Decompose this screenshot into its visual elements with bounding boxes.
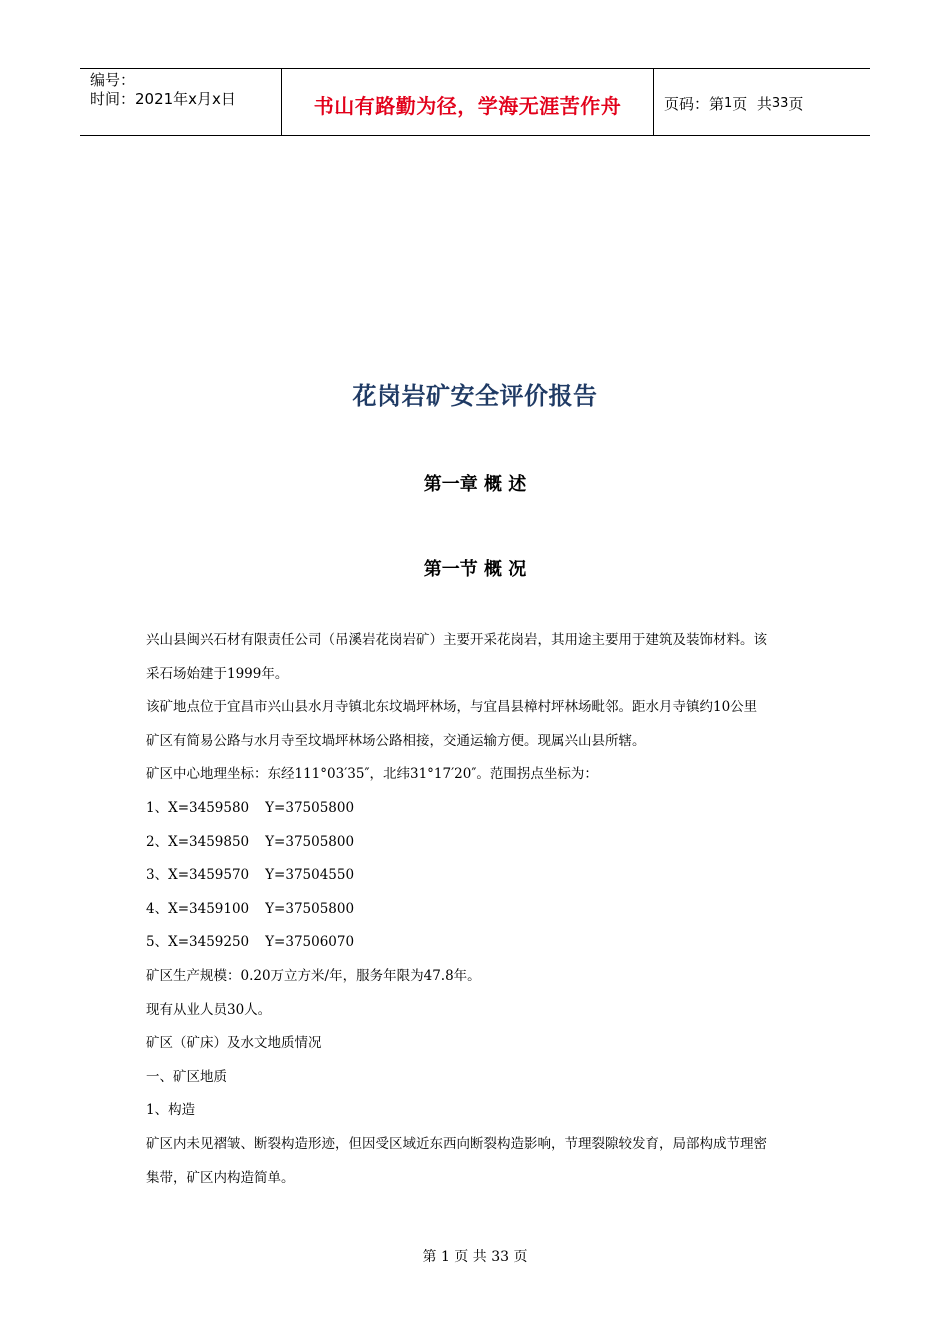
body-paragraph-line: 1、构造 — [146, 1102, 196, 1119]
coordinate-row — [146, 897, 816, 931]
coordinate-y: Y=37505800 — [265, 799, 355, 816]
body-paragraph-line: 矿区有简易公路与水月寺至坟堝坪林场公路相接，交通运输方便。现属兴山县所辖。 — [146, 732, 646, 749]
body-paragraph-line: 一、矿区地质 — [146, 1068, 227, 1085]
coordinate-y: Y=37504550 — [265, 867, 355, 884]
coordinate-x: 5、X=3459250 — [146, 934, 250, 951]
coordinate-row — [146, 930, 816, 964]
coordinate-x: 4、X=3459100 — [146, 900, 250, 917]
page-total: 33 — [771, 95, 789, 111]
body-paragraph-line: 兴山县闽兴石材有限责任公司（吊溪岩花岗岩矿）主要开采花岗岩，其用途主要用于建筑及装饰材料。该 — [146, 632, 767, 648]
body-paragraph-line: 该矿地点位于宜昌市兴山县水月寺镇北东坟堝坪林场，与宜昌县樟村坪林场毗邻。距水月寺镇约10公里 — [146, 699, 758, 716]
chapter-heading: 第一章 概 述 — [423, 474, 527, 495]
body-paragraph-line: 矿区生产规模：0.20万立方米/年，服务年限为47.8年。 — [146, 967, 481, 984]
body-paragraph-line: 矿区中心地理坐标：东经111°03′35″，北纬31°17′20″。范围拐点坐标为： — [146, 766, 598, 783]
header-info-cell — [80, 69, 281, 135]
body-paragraph-line: 矿区（矿床）及水文地质情况 — [146, 1035, 322, 1052]
coordinate-y: Y=37506070 — [265, 934, 355, 951]
page-mid: 页 共 — [732, 94, 772, 113]
document-title: 花岗岩矿安全评价报告 — [352, 382, 598, 410]
body-text — [146, 628, 816, 1199]
header-motto-cell — [281, 69, 654, 135]
body-paragraph-line: 现有从业人员30人。 — [146, 1001, 272, 1018]
body-paragraph-line: 集带，矿区内构造简单。 — [146, 1169, 295, 1186]
header-page-cell — [654, 69, 870, 135]
coordinate-y: Y=37505800 — [265, 833, 355, 850]
coordinate-row — [146, 796, 816, 830]
coordinate-y: Y=37505800 — [265, 900, 355, 917]
coordinate-x: 2、X=3459850 — [146, 833, 250, 850]
coordinate-row — [146, 830, 816, 864]
page-footer: 第 1 页 共 33 页 — [422, 1249, 528, 1265]
page-header — [80, 68, 870, 136]
coordinate-row — [146, 863, 816, 897]
body-paragraph-line: 矿区内未见褶皱、断裂构造形迹，但因受区域近东西向断裂构造影响，节理裂隙较发育，局部构成节理密 — [146, 1135, 767, 1152]
header-motto: 书山有路勤为径，学海无涯苦作舟 — [313, 93, 622, 118]
serial-number-label: 编号： — [90, 71, 136, 89]
coordinate-x: 3、X=3459570 — [146, 867, 250, 884]
date-label: 时间：2021年x月x日 — [90, 90, 236, 108]
page-current: 1 — [724, 95, 733, 111]
page-suffix: 页 — [788, 94, 804, 113]
page-prefix: 页码：第 — [664, 94, 725, 113]
section-heading: 第一节 概 况 — [423, 559, 527, 580]
coordinate-x: 1、X=3459580 — [146, 799, 250, 816]
body-paragraph-line: 采石场始建于1999年。 — [146, 665, 289, 682]
